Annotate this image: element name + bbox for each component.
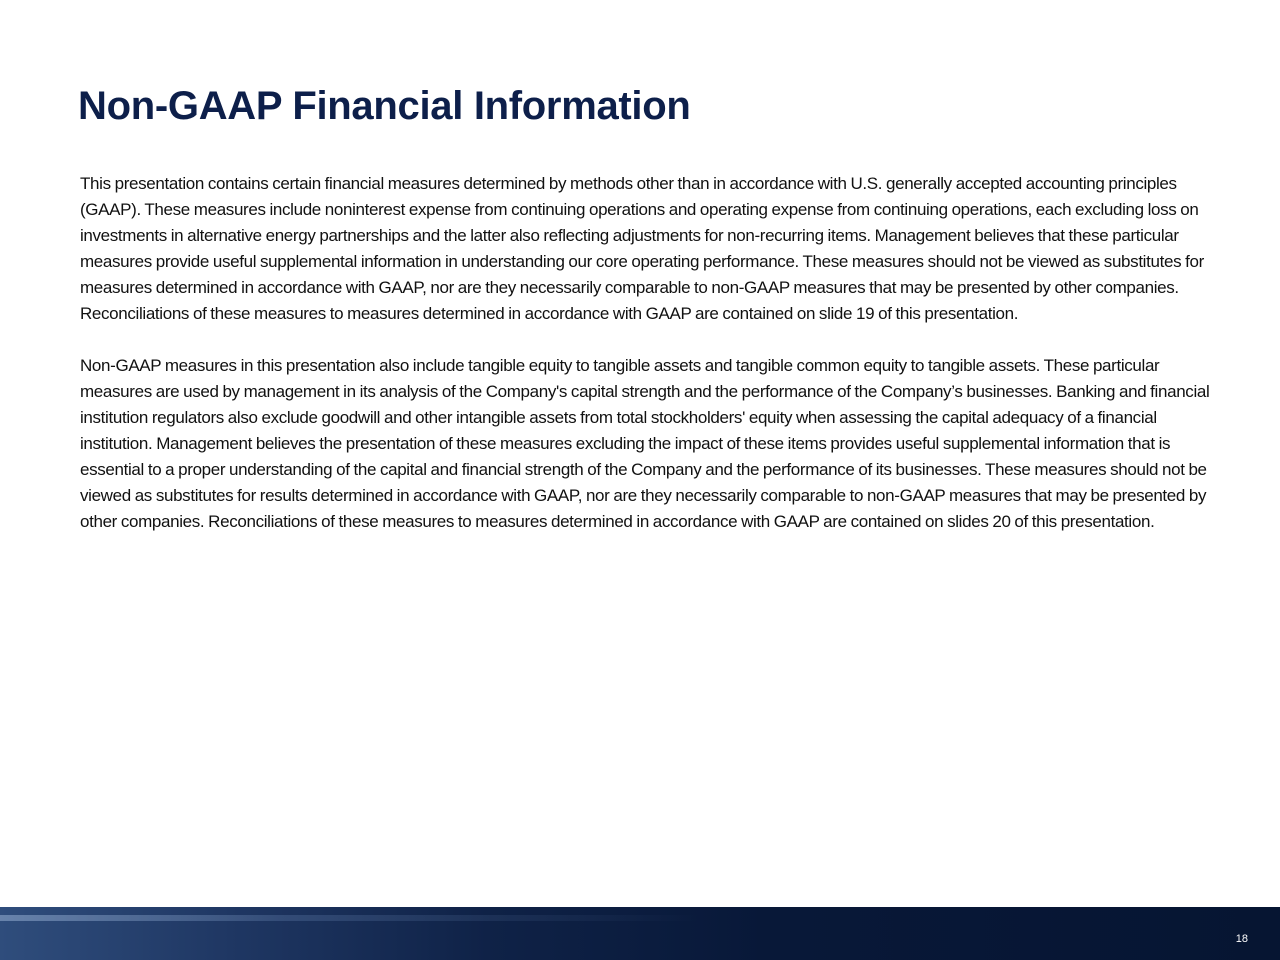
page-number: 18: [1235, 933, 1248, 945]
slide-body: [80, 171, 1220, 561]
footer-decorative-streak: [0, 915, 700, 921]
paragraph-non-gaap-equity: Non-GAAP measures in this presentation also include tangible equity to tangible assets and tangible common equity to tangible assets. These particular measures are used by management in its analysis of the Company's capital strength and the performance of the Company’s businesses. Banking and financial institution regulators also exclude goodwill and other intangible assets from total stockholders' equity when assessing the capital adequacy of a financial institution. Management believes the presentation of these measures excluding the impact of these items provides useful supplemental information that is essential to a proper understanding of the capital and financial strength of the Company and the performance of its businesses. These measures should not be viewed as substitutes for results determined in accordance with GAAP, nor are they necessarily comparable to non-GAAP measures that may be presented by other companies. Reconciliations of these measures to measures determined in accordance with GAAP are contained on slides 20 of this presentation.: [80, 356, 1210, 531]
slide-title: Non-GAAP Financial Information: [78, 84, 691, 128]
paragraph-non-gaap-expense: This presentation contains certain financial measures determined by methods other than in accordance with U.S. generally accepted accounting principles (GAAP). These measures include noninterest expense from continuing operations and operating expense from continuing operations, each excluding loss on investments in alternative energy partnerships and the latter also reflecting adjustments for non-recurring items. Management believes that these particular measures provide useful supplemental information in understanding our core operating performance. These measures should not be viewed as substitutes for measures determined in accordance with GAAP, nor are they necessarily comparable to non-GAAP measures that may be presented by other companies. Reconciliations of these measures to measures determined in accordance with GAAP are contained on slide 19 of this presentation.: [80, 174, 1204, 323]
